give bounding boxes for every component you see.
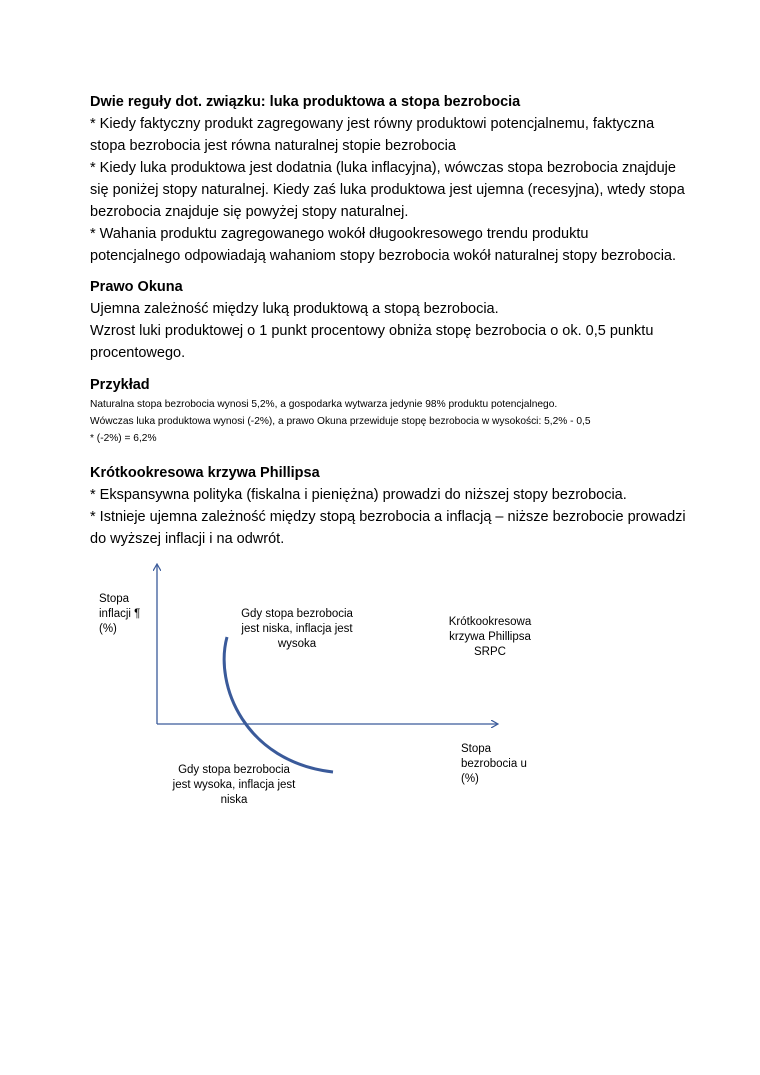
curve-label: Krótkookresowa: [448, 616, 532, 628]
x-axis-label: (%): [461, 773, 479, 785]
paragraph-line: bezrobocia znajduje się powyżej stopy naturalnej.: [90, 204, 409, 220]
paragraph-line: się poniżej stopy naturalnej. Kiedy zaś luka produktowa jest ujemna (recesyjna), wtedy stopa: [90, 182, 685, 198]
paragraph-line: stopa bezrobocia jest równa naturalnej stopie bezrobocia: [90, 138, 456, 154]
curve-label: SRPC: [474, 646, 506, 658]
top-annotation: jest niska, inflacja jest: [241, 623, 353, 635]
x-axis-label: bezrobocia u: [461, 758, 527, 770]
y-axis-label: (%): [99, 623, 117, 635]
top-annotation: wysoka: [277, 638, 317, 650]
paragraph-line: Ujemna zależność między luką produktową a stopą bezrobocia.: [90, 301, 499, 317]
paragraph-line: * Ekspansywna polityka (fiskalna i pieniężna) prowadzi do niższej stopy bezrobocia.: [90, 487, 627, 503]
bottom-annotation: jest wysoka, inflacja jest: [172, 779, 296, 791]
bottom-annotation: Gdy stopa bezrobocia: [178, 764, 290, 776]
y-axis-label: Stopa: [99, 593, 130, 605]
curve-label: krzywa Phillipsa: [449, 631, 531, 643]
paragraph-line: Wzrost luki produktowej o 1 punkt procentowy obniża stopę bezrobocia o ok. 0,5 punktu: [90, 323, 654, 339]
paragraph-line: * Istnieje ujemna zależność między stopą bezrobocia a inflacją – niższe bezrobocie prowadzi: [90, 509, 686, 525]
section-heading-okun-law: Prawo Okuna: [90, 279, 183, 295]
example-line: * (-2%) = 6,2%: [90, 433, 157, 444]
srpc-curve: [224, 637, 333, 772]
paragraph-line: potencjalnego odpowiadają wahaniom stopy bezrobocia wokół naturalnej stopy bezrobocia.: [90, 248, 677, 264]
y-axis-label: inflacji ¶: [99, 608, 141, 620]
section-heading-output-gap-rules: Dwie reguły dot. związku: luka produktowa a stopa bezrobocia: [90, 94, 521, 110]
section-heading-example: Przykład: [90, 377, 150, 393]
paragraph-line: * Kiedy faktyczny produkt zagregowany jest równy produktowi potencjalnemu, faktyczna: [90, 116, 655, 132]
x-axis-label: Stopa: [461, 743, 492, 755]
paragraph-line: do wyższej inflacji i na odwrót.: [90, 531, 285, 547]
section-heading-phillips-curve: Krótkookresowa krzywa Phillipsa: [90, 465, 320, 481]
paragraph-line: * Wahania produktu zagregowanego wokół długookresowego trendu produktu: [90, 226, 589, 242]
paragraph-line: procentowego.: [90, 345, 186, 361]
example-line: Naturalna stopa bezrobocia wynosi 5,2%, a gospodarka wytwarza jedynie 98% produktu potencjalnego.: [90, 399, 558, 410]
paragraph-line: * Kiedy luka produktowa jest dodatnia (luka inflacyjna), wówczas stopa bezrobocia znajduje: [90, 160, 676, 176]
bottom-annotation: niska: [220, 794, 248, 806]
example-line: Wówczas luka produktowa wynosi (-2%), a prawo Okuna przewiduje stopę bezrobocia w wysokości: 5,2% - 0,5: [90, 416, 591, 427]
top-annotation: Gdy stopa bezrobocia: [241, 608, 353, 620]
